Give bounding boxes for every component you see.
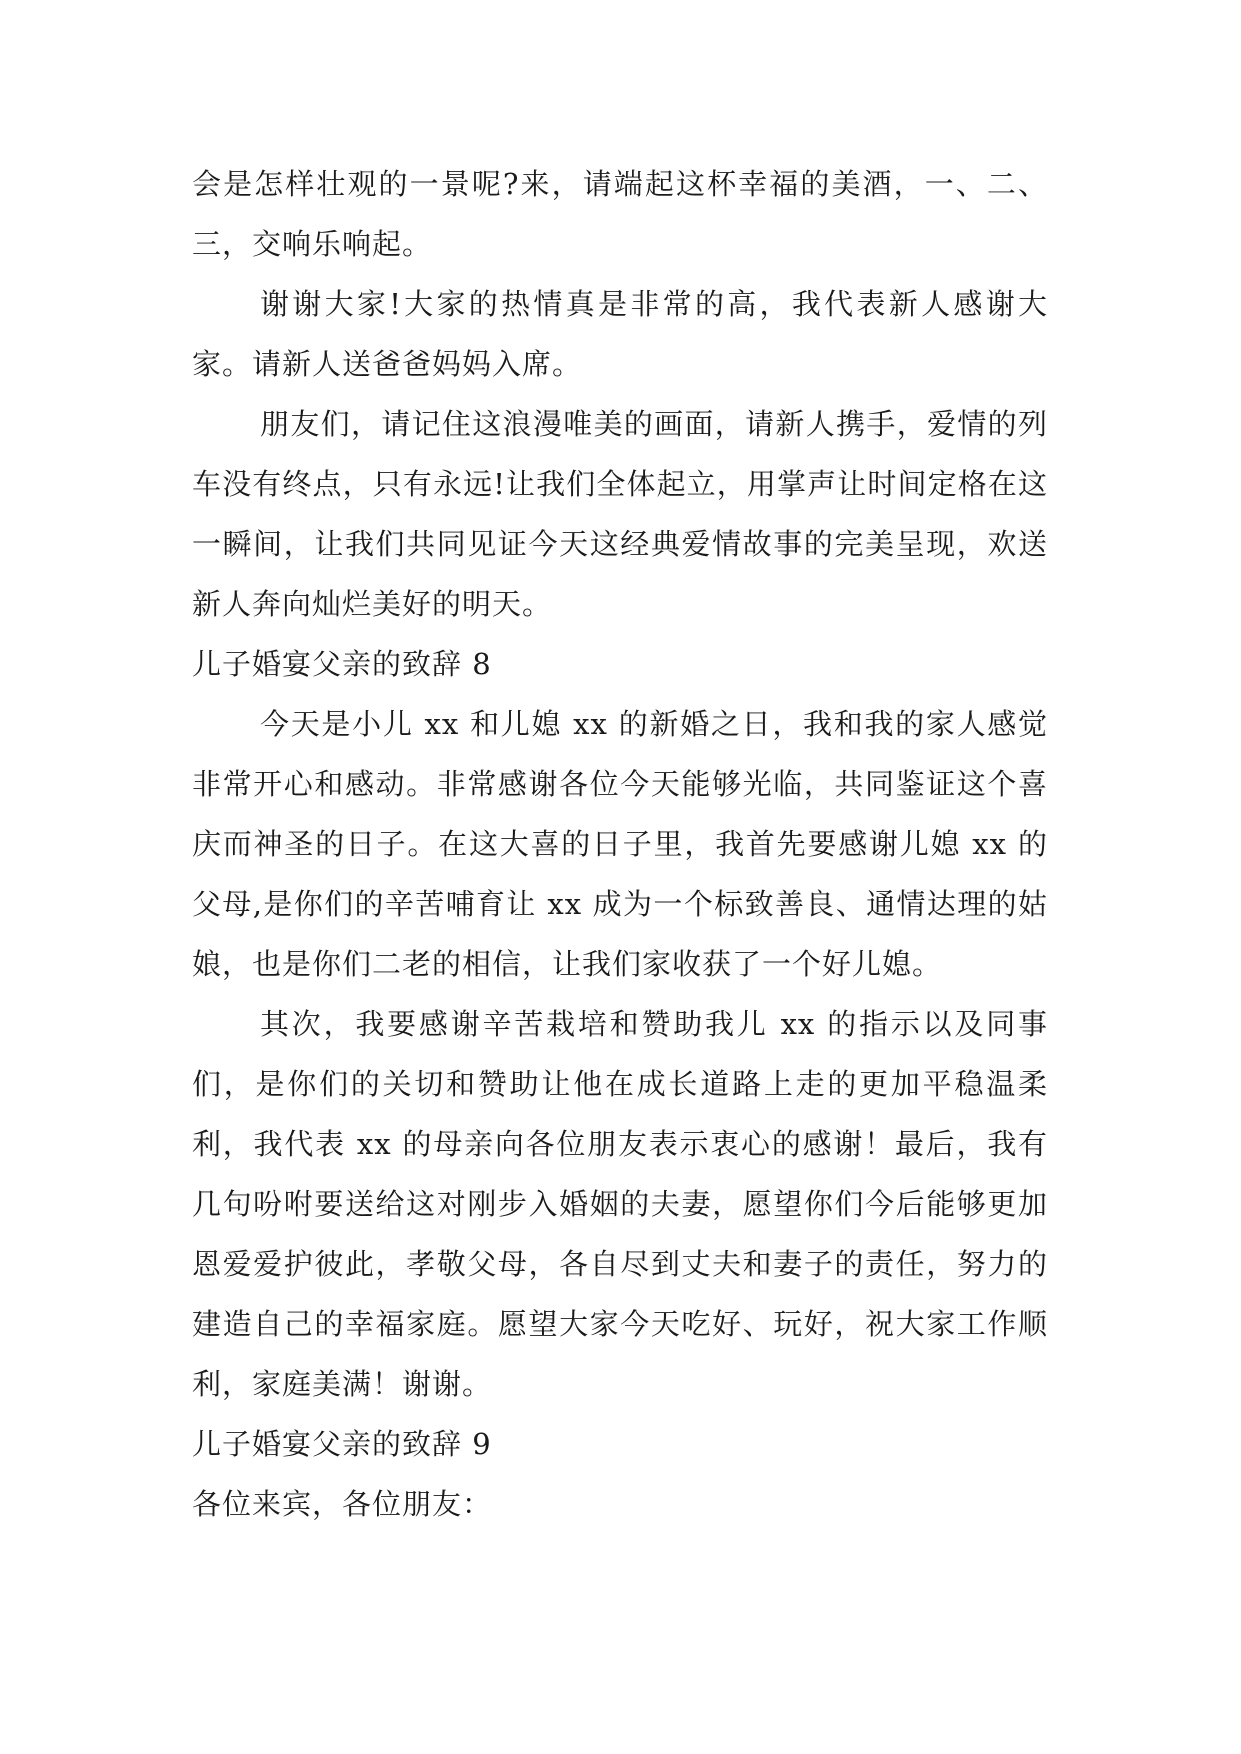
paragraph-friends: 朋友们，请记住这浪漫唯美的画面，请新人携手，爱情的列车没有终点，只有永远!让我们全体起立，用掌声让时间定格在这一瞬间，让我们共同见证今天这经典爱情故事的完美呈现，欢送新人奔向灿烂美好的明天。 bbox=[192, 407, 1048, 621]
paragraph-toast-continuation: 会是怎样壮观的一景呢?来，请端起这杯幸福的美酒，一、二、三，交响乐响起。 bbox=[192, 167, 1048, 261]
section-heading-8: 儿子婚宴父亲的致辞 8 bbox=[192, 647, 492, 681]
paragraph-speech-8-part-1: 今天是小儿 xx 和儿媳 xx 的新婚之日，我和我的家人感觉非常开心和感动。非常感谢各位今天能够光临，共同鉴证这个喜庆而神圣的日子。在这大喜的日子里，我首先要感谢儿媳 xx 的父母,是你们的辛苦哺育让 xx 成为一个标致善良、通情达理的姑娘，也是你们二老的相信，让我们家收获了一个好儿媳。 bbox=[192, 707, 1048, 981]
section-heading-9: 儿子婚宴父亲的致辞 9 bbox=[192, 1427, 492, 1461]
paragraph-speech-8-part-2: 其次，我要感谢辛苦栽培和赞助我儿 xx 的指示以及同事们，是你们的关切和赞助让他在成长道路上走的更加平稳温柔利，我代表 xx 的母亲向各位朋友表示衷心的感谢！最后，我有几句吩咐要送给这对刚步入婚姻的夫妻，愿望你们今后能够更加恩爱爱护彼此，孝敬父母，各自尽到丈夫和妻子的责任，努力的建造自己的幸福家庭。愿望大家今天吃好、玩好，祝大家工作顺利，家庭美满！谢谢。 bbox=[192, 1007, 1048, 1401]
paragraph-greeting: 各位来宾，各位朋友： bbox=[192, 1487, 493, 1521]
document-body bbox=[192, 154, 1048, 1534]
paragraph-thanks: 谢谢大家!大家的热情真是非常的高，我代表新人感谢大家。请新人送爸爸妈妈入席。 bbox=[192, 287, 1048, 381]
